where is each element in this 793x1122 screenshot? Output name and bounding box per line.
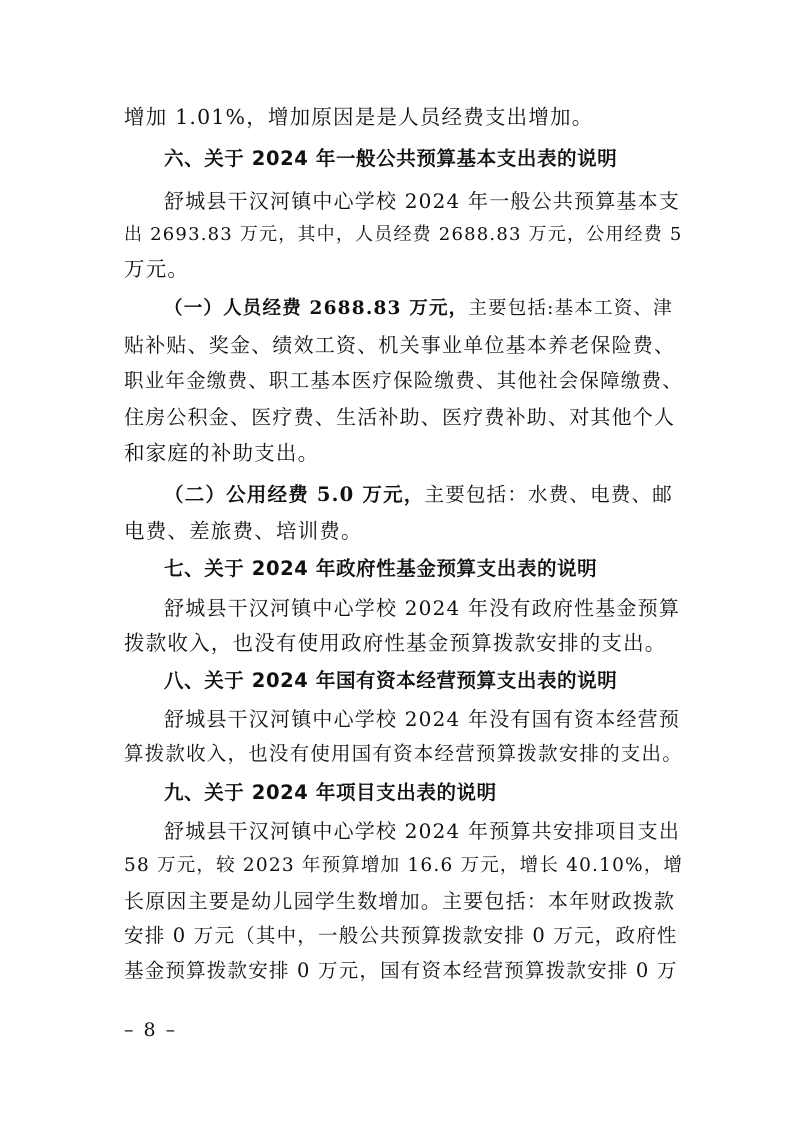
subsection-personnel-expenses (164, 296, 684, 322)
body-text-line: 算拨款收入，也没有使用国有资本经营预算拨款安排的支出。 (124, 742, 683, 765)
body-text-line: 舒城县干汉河镇中心学校 2024 年一般公共预算基本支 (164, 189, 681, 213)
subsection-rest: 主要包括：水费、电费、邮 (424, 483, 673, 506)
subsection-lead: （二）公用经费 5.0 万元， (164, 483, 425, 506)
body-text-line: 拨款收入，也没有使用政府性基金预算拨款安排的支出。 (124, 631, 667, 655)
body-text-line: 和家庭的补助支出。 (124, 441, 320, 465)
section-heading-nine: 九、关于 2024 年项目支出表的说明 (164, 781, 497, 804)
section-heading-six: 六、关于 2024 年一般公共预算基本支出表的说明 (164, 147, 618, 170)
page-number: – 8 – (124, 1019, 178, 1041)
body-text-line: 长原因主要是幼儿园学生数增加。主要包括：本年财政拨款 (124, 889, 676, 913)
body-text-line: 58 万元，较 2023 年预算增加 16.6 万元，增长 40.10%，增 (124, 855, 684, 876)
body-text-line: 电费、差旅费、培训费。 (124, 519, 363, 543)
subsection-rest: 主要包括:基本工资、津 (468, 298, 673, 319)
body-text-line: 安排 0 万元（其中，一般公共预算拨款安排 0 万元，政府性 (124, 924, 678, 947)
body-text-line: 舒城县干汉河镇中心学校 2024 年没有政府性基金预算 (164, 596, 681, 620)
section-heading-seven: 七、关于 2024 年政府性基金预算支出表的说明 (164, 557, 598, 580)
section-heading-eight: 八、关于 2024 年国有资本经营预算支出表的说明 (164, 669, 618, 692)
body-text-line: 出 2693.83 万元，其中，人员经费 2688.83 万元，公用经费 5 (124, 224, 683, 245)
subsection-public-expenses (164, 482, 684, 508)
body-text-line: 基金预算拨款安排 0 万元，国有资本经营预算拨款安排 0 万 (124, 959, 678, 982)
subsection-lead: （一）人员经费 2688.83 万元， (164, 298, 469, 319)
body-text-line: 万元。 (124, 257, 190, 281)
body-text-line: 贴补贴、奖金、绩效工资、机关事业单位基本养老保险费、 (124, 333, 676, 357)
body-text-line: 住房公积金、医疗费、生活补助、医疗费补助、对其他个人 (124, 405, 676, 429)
body-text-line: 职业年金缴费、职工基本医疗保险缴费、其他社会保障缴费、 (124, 369, 683, 392)
body-text-line: 舒城县干汉河镇中心学校 2024 年没有国有资本经营预 (164, 707, 681, 731)
body-text-line: 增加 1.01%，增加原因是是人员经费支出增加。 (124, 105, 594, 129)
body-text-line: 舒城县干汉河镇中心学校 2024 年预算共安排项目支出 (164, 819, 681, 843)
